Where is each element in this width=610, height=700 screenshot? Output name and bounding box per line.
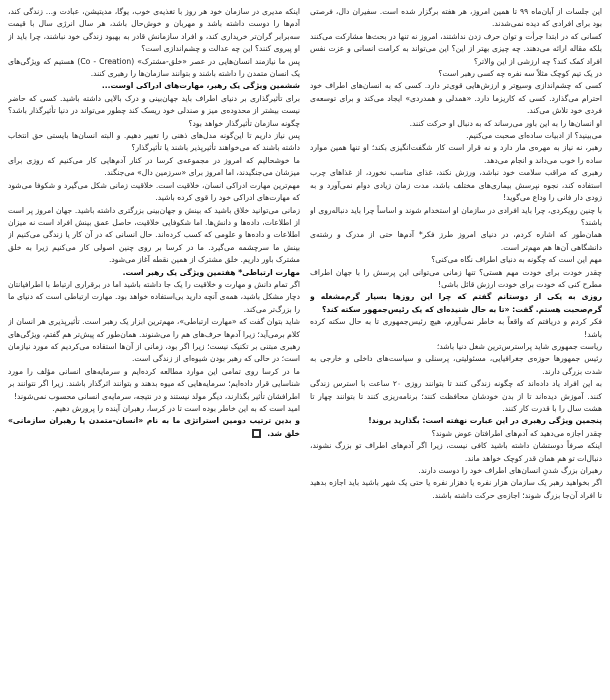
- paragraph: کسانی که در ابتدا جرأت و توان حرف زدن نداشتند، امروز نه تنها در بحث‌ها مشارکت می‌کنند بلکه مقاله ارائه می‌دهند. چه چیزی بهتر از این؟ این می‌تواند به کرامت انسانی و عزت نفس افراد کمک کند؟ چه ارزشی از این والاتر؟: [310, 31, 602, 66]
- paragraph: پس نیاز داریم تا این‌گونه مدل‌های ذهنی را تغییر دهیم. و البته انسان‌ها بایستی حق انتخاب داشته باشند که می‌خواهند تأثیرپذیر باشند یا تأثیرگذار؟: [8, 131, 300, 153]
- paragraph: فکر کردم و دریافتم که واقعاً به خاطر نمی‌آورم، هیچ رئیس‌جمهوری تا به حال سکته کرده باشد!: [310, 317, 602, 339]
- paragraph: ما خوشحالیم که امروز در مجموعه‌ی کرسا در کنار آدم‌هایی کار می‌کنیم که روزی برای میزشان می‌جنگیدند، اما امروز برای «سرزمین دال» می‌جنگند.: [8, 155, 300, 178]
- paragraph: چقدر اجازه می‌دهید که آدم‌های اطرافتان عوض شوند؟: [431, 428, 602, 438]
- paragraph: رهبر، نه نیاز به مهره‌ی مار دارد و نه قرار است کار شگفت‌انگیزی بکند؛ او تنها همین موارد ساده را خوب می‌داند و انجام می‌دهد.: [310, 143, 602, 165]
- paragraph: با چنین رویکردی، چرا باید افرادی در سازمان او استخدام شوند و اساساً چرا باید دنباله‌روی او باشند؟: [310, 205, 602, 227]
- paragraph: رهبران بزرگ شدنِ انسان‌های اطراف خود را دوست دارند.: [418, 466, 602, 476]
- end-of-article-icon: [252, 429, 261, 438]
- paragraph: او انسان‌ها را به این باور می‌رساند که به دنبال او حرکت کنند.: [409, 118, 602, 128]
- paragraph: چقدر خودت برای خودت مهم هستی؟ تنها زمانی می‌توانی این پرسش را با جهان اطراف مطرح کنی که خودت برای خودت ارزش قائل باشی!: [310, 267, 602, 289]
- paragraph: شاید بتوان گفت که «مهارت ارتباطی»، مهم‌ترین ابزار یک رهبر است. تأثیرپذیری هر انسان از کلام بر‌می‌آید؛ زیرا آدم‌ها حرف‌های هم را می‌شنوند. همان‌طور که پیش‌تر هم گفتم، ویژگی‌های رهبری مبتنی بر تکنیک نیست؛ زیرا اگر بود، زمانی از آن‌ها استفاده می‌کردیم که مورد نیازمان است؛ در حالی که رهبر بودن شیوه‌ای از زندگی است.: [8, 317, 300, 364]
- paragraph: رهبری که مراقب سلامت خود نباشد، ورزش نکند، غذای مناسب نخورد، از غذاهای چرب استفاده کند، نجوه نپرسش بیماری‌های مختلف باشد، مدت زمان زیادی دوام نمی‌آورد و به زودی دار فانی را وداع می‌گوید!: [310, 168, 602, 203]
- paragraph: اینکه صرفاً دوستشان داشته باشید کافی نیست، زیرا اگر آدم‌های اطراف تو بزرگ نشوند، دنبال‌ات تو هم همان قدر کوچک خواهد ماند.: [310, 441, 602, 463]
- paragraph: پس ما نیازمند انسان‌هایی در عصر «خلق-مشترک» (Co - Creation) هستیم که ویژگی‌های یک انسان متمدن را داشته باشند و بتوانند سازمان‌ها را رهبری کنند.: [8, 56, 300, 79]
- paragraph: برای تأثیرگذاری بر دنیای اطراف باید جهان‌بینی و درک بالایی داشته باشید. کسی که حاضر نیست بیشتر از محدوده‌ی میز و صندلی خود ریسک کند چطور می‌تواند در دنیا تأثیرگذار باشد؟ چگونه سازمان تأثیرگذار خواهد بود؟: [8, 93, 300, 128]
- section-heading: پنجمین ویژگی رهبری در این عبارت نهفته است: بگذارید بروند!: [368, 416, 602, 426]
- paragraph: به این افراد یاد داده‌اند که چگونه زندگی کنند تا بتوانند روزی ۲۰ ساعت با استرس زندگی کنند. آموزش دیده‌اند تا از بدن خودشان محافظت کنند؛ برنامه‌ریزی کنند تا بتوانند چهار تا هشت سال را با قدرت کار کنند.: [310, 379, 602, 413]
- paragraph: می‌بینید؟ از ادبیات ساده‌ای صحبت می‌کنیم.: [466, 131, 602, 141]
- closing-text: و بدین ترتیب دومین استراتژی ما به نام «انسان-متمدن یا رهبران سازمانی» خلق شد.: [8, 416, 300, 438]
- paragraph: در یک تیم کوچک مثلاً سه نفره چه کسی رهبر است؟: [438, 69, 602, 79]
- paragraph: امید است که به این خاطر بوده است تا در کرسا، رهبران آینده را پرورش دهیم.: [52, 404, 300, 413]
- paragraph: کسی که چشم‌اندازی وسیع‌تر و ارزش‌هایی قوی‌تر دارد. کسی که به انسان‌های اطراف خود احترام می‌گذارد. کسی که کاریزما دارد. «همدلی و همدردی» ایجاد می‌کند و برای توسعه‌ی فردی خود تلاش می‌کند.: [310, 81, 602, 116]
- section-heading: مهارت ارتباطی* هفتمین ویژگی یک رهبر است.: [122, 267, 300, 277]
- paragraph: این جلسات از آبان‌ماه ۹۹ تا همین امروز، هر هفته برگزار شده است. سفیران دال، فرصتی بود برای افرادی که دیده نمی‌شدند.: [310, 7, 602, 29]
- paragraph: اینکه مدیری در سازمان خود هر روز با تغذیه‌ی خوب، یوگا، مدیتیشن، عبادت و... زندگی کند، آدم‌ها را دوست داشته باشد و مهربان و خوش‌حال باشد، هر سال انرژی سال با قیمت سه‌برابر گران‌تر خریداری کند، و افراد سازمانش قادر به بهبود زندگی خود نباشند، چرا باید از او پیروی کنند؟ این چه عدالت و چشم‌اندازی است؟: [8, 7, 300, 54]
- paragraph: اگر بخواهید رهبر یک سازمان هزار نفره یا دهزار نفره یا حتی یک شهر باشید باید اجازه بدهید تا افراد آن‌جا بزرگ شوند؛ اجازه‌ی حرکت داشته باشند.: [310, 478, 602, 500]
- left-column: [8, 6, 300, 694]
- closing-heading: [8, 415, 300, 440]
- paragraph: اگر تمام دانش و مهارت و خلاقیت را یک جا داشته باشید اما در برقراری ارتباط با اطرافیانتان دچار مشکل باشید، همه‌ی آنچه دارید بی‌استفاده خواهد بود. مهارت ارتباطی است که دنیای ما را بزرگ‌تر می‌کند.: [8, 279, 300, 314]
- paragraph: همان‌طور که اشاره کردم، در دنیای امروز طرز فکر* آدم‌ها حتی از مدرک و رشته‌ی دانشگاهی آن‌ها هم مهم‌تر است.: [310, 230, 602, 252]
- paragraph-bold: روزی به یکی از دوستانم گفتم که چرا این روزها بسیار گرم‌مشغله و گرم‌صحبت هستم. گفت: «تا به حال شنیده‌ای که یک رئیس‌جمهور سکته کند؟: [310, 292, 602, 314]
- right-column: [310, 6, 602, 694]
- paragraph: مهم‌ترین مهارت ادراکی انسان، خلاقیت است. خلاقیت زمانی شکل می‌گیرد و شکوفا می‌شود که مهارت‌های ادراکی خود را قوی کرده باشید.: [8, 180, 300, 203]
- paragraph: زمانی می‌توانید خلاق باشید که بینش و جهان‌بینی بزرگتری داشته باشید. جهان امروز پر است از اطلاعات، داده‌ها و دانش‌ها. اما شکوفایی خلاقیت، حاصل عمق بینش افراد است نه میزان اطلاعات و داده‌ها و علومی که کسب کرده‌اند. حال انسانی که در آن کار یا زندگی می‌کنیم از بینش ما سرچشمه می‌گیرد. ما در کرسا بر روی چنین اصولی کار می‌کنیم زیرا به خلق مشترک باور داریم. خلق مشترک از همین نقطه آغاز می‌شود.: [8, 205, 300, 265]
- paragraph: رئیس جمهورها حوزه‌ی جغرافیایی، مسئولیتی، پرسنلی و سیاست‌های داخلی و خارجی به شدت بزرگی دارند.: [310, 354, 602, 376]
- paragraph: ما در کرسا روی تمامی این موارد مطالعه کرده‌ایم و سرمایه‌های انسانی مؤلف را مورد شناسایی قرار داده‌ایم؛ سرمایه‌هایی که میوه بدهند و بتوانند اثرگذار باشند. زیرا اگر نتوانند بر اطرافشان تأثیر بگذارند، دیگر مولد نیستند و در نتیجه، سرمایه‌ی انسانی محسوب نمی‌شوند!: [8, 366, 300, 401]
- section-heading: ششمین ویژگی یک رهبر، مهارت‌های ادراکی اوست...: [101, 81, 300, 91]
- paragraph: مهم این است که چگونه به دنیای اطراف نگاه می‌کنی؟: [431, 255, 602, 265]
- paragraph: ریاست جمهوری شاید پراسترس‌ترین شغل دنیا باشد؛: [436, 341, 602, 351]
